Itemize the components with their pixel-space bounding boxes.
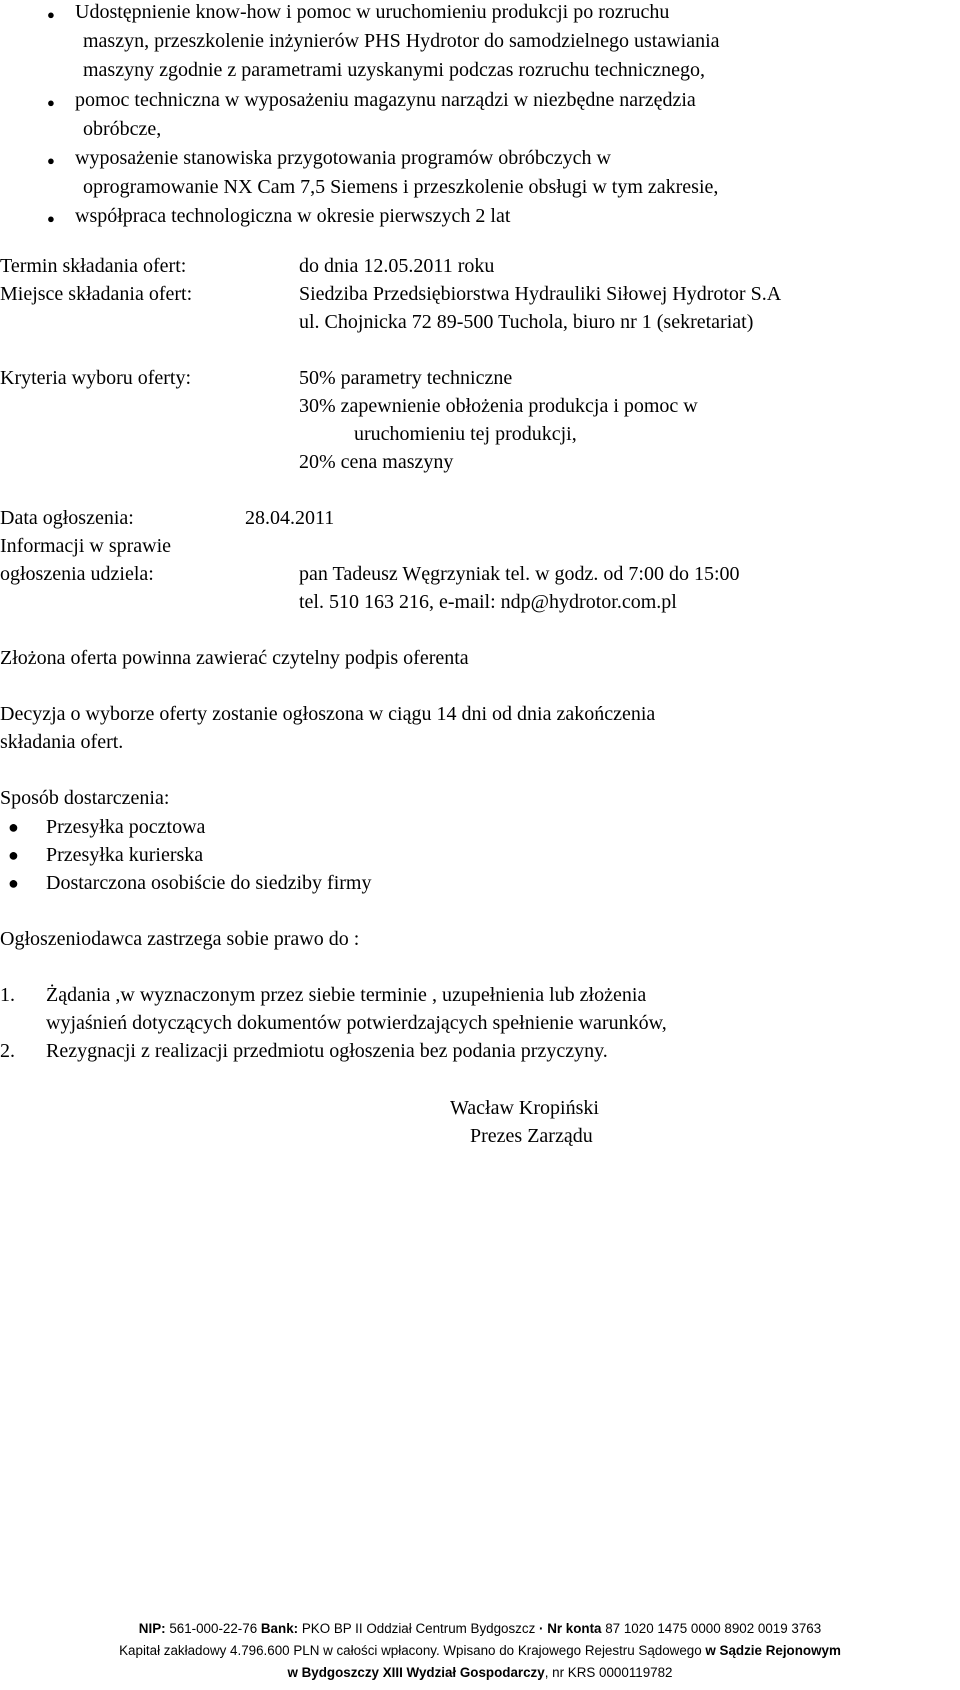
intro-bullet-1-line-1: Udostępnienie know-how i pomoc w uruchomieniu produkcji po rozruchu — [75, 1, 670, 23]
contact-phone-email: tel. 510 163 216, e-mail: ndp@hydrotor.com.pl — [299, 591, 677, 613]
court-division: w Bydgoszczy XIII Wydział Gospodarczy — [287, 1665, 545, 1680]
delivery-heading: Sposób dostarczenia: — [0, 787, 170, 809]
contact-person: pan Tadeusz Węgrzyniak tel. w godz. od 7:00 do 15:00 — [299, 563, 740, 585]
reservation-item-1-line-2: wyjaśnień dotyczących dokumentów potwierdzających spełnienie warunków, — [46, 1012, 667, 1034]
krs-number: , nr KRS 0000119782 — [544, 1665, 673, 1680]
reservation-heading: Ogłoszeniodawca zastrzega sobie prawo do : — [0, 928, 360, 950]
deadline-label: Termin składania ofert: — [0, 255, 187, 277]
announcement-date-value: 28.04.2011 — [245, 507, 335, 529]
criteria-item-2-line-1: 30% zapewnienie obłożenia produkcja i pomoc w — [299, 395, 698, 417]
court-name: w Sądzie Rejonowym — [705, 1643, 841, 1658]
signatory-name: Wacław Kropiński — [450, 1097, 599, 1119]
bullet-icon: ● — [8, 845, 19, 865]
bank-label: Bank: — [260, 1621, 299, 1636]
bullet-icon: ● — [8, 873, 19, 893]
bullet-icon: ● — [47, 153, 55, 168]
delivery-item-3: Dostarczona osobiście do siedziby firmy — [46, 872, 372, 894]
info-label-line-2: ogłoszenia udziela: — [0, 563, 154, 585]
intro-bullet-2-line-2: obróbcze, — [83, 118, 162, 140]
bullet-icon: ● — [47, 211, 55, 226]
footer-line-2 — [0, 1642, 960, 1660]
bullet-icon: ● — [47, 95, 55, 110]
criteria-item-2-line-2: uruchomieniu tej produkcji, — [354, 423, 577, 445]
nip-label: NIP: — [138, 1621, 166, 1636]
intro-bullet-2-line-1: pomoc techniczna w wyposażeniu magazynu narządzi w niezbędne narzędzia — [75, 89, 696, 111]
signature-note: Złożona oferta powinna zawierać czytelny podpis oferenta — [0, 647, 469, 669]
intro-bullet-1-line-3: maszyny zgodnie z parametrami uzyskanymi podczas rozruchu technicznego, — [83, 59, 705, 81]
criteria-label: Kryteria wyboru oferty: — [0, 367, 192, 389]
criteria-item-1: 50% parametry techniczne — [299, 367, 513, 389]
criteria-item-3: 20% cena maszyny — [299, 451, 454, 473]
intro-bullet-1-line-2: maszyn, przeszkolenie inżynierów PHS Hydrotor do samodzielnego ustawiania — [83, 30, 720, 52]
footer-line-3 — [0, 1664, 960, 1682]
intro-bullet-4-line-1: współpraca technologiczna w okresie pierwszych 2 lat — [75, 205, 511, 227]
bullet-icon: ● — [8, 817, 19, 837]
bullet-icon: ● — [47, 7, 55, 22]
intro-bullet-3-line-1: wyposażenie stanowiska przygotowania programów obróbczych w — [75, 147, 611, 169]
announcement-date-label: Data ogłoszenia: — [0, 507, 134, 529]
place-value-line-2: ul. Chojnicka 72 89-500 Tuchola, biuro nr 1 (sekretariat) — [299, 311, 754, 333]
decision-note-line-2: składania ofert. — [0, 731, 124, 753]
deadline-value: do dnia 12.05.2011 roku — [299, 255, 495, 277]
signatory-title: Prezes Zarządu — [470, 1125, 593, 1147]
separator-dot: · — [539, 1621, 544, 1636]
delivery-item-2: Przesyłka kurierska — [46, 844, 204, 866]
capital-text: Kapitał zakładowy 4.796.600 PLN w całości wpłacony. Wpisano do Krajowego Rejestru Sądowego — [119, 1643, 706, 1658]
reservation-item-1-number: 1. — [0, 984, 15, 1006]
account-value: 87 1020 1475 0000 8902 0019 3763 — [601, 1621, 822, 1636]
decision-note-line-1: Decyzja o wyborze oferty zostanie ogłoszona w ciągu 14 dni od dnia zakończenia — [0, 703, 656, 725]
nip-value: 561-000-22-76 — [165, 1621, 261, 1636]
account-label: Nr konta — [543, 1621, 602, 1636]
bank-value: PKO BP II Oddział Centrum Bydgoszcz — [298, 1621, 539, 1636]
footer-line-1 — [0, 1620, 960, 1638]
place-value-line-1: Siedziba Przedsiębiorstwa Hydrauliki Siłowej Hydrotor S.A — [299, 283, 782, 305]
reservation-item-1-line-1: Żądania ,w wyznaczonym przez siebie terminie , uzupełnienia lub złożenia — [46, 984, 647, 1006]
place-label: Miejsce składania ofert: — [0, 283, 193, 305]
delivery-item-1: Przesyłka pocztowa — [46, 816, 206, 838]
info-label-line-1: Informacji w sprawie — [0, 535, 172, 557]
reservation-item-2-number: 2. — [0, 1040, 15, 1062]
reservation-item-2-line-1: Rezygnacji z realizacji przedmiotu ogłoszenia bez podania przyczyny. — [46, 1040, 608, 1062]
intro-bullet-3-line-2: oprogramowanie NX Cam 7,5 Siemens i przeszkolenie obsługi w tym zakresie, — [83, 176, 719, 198]
